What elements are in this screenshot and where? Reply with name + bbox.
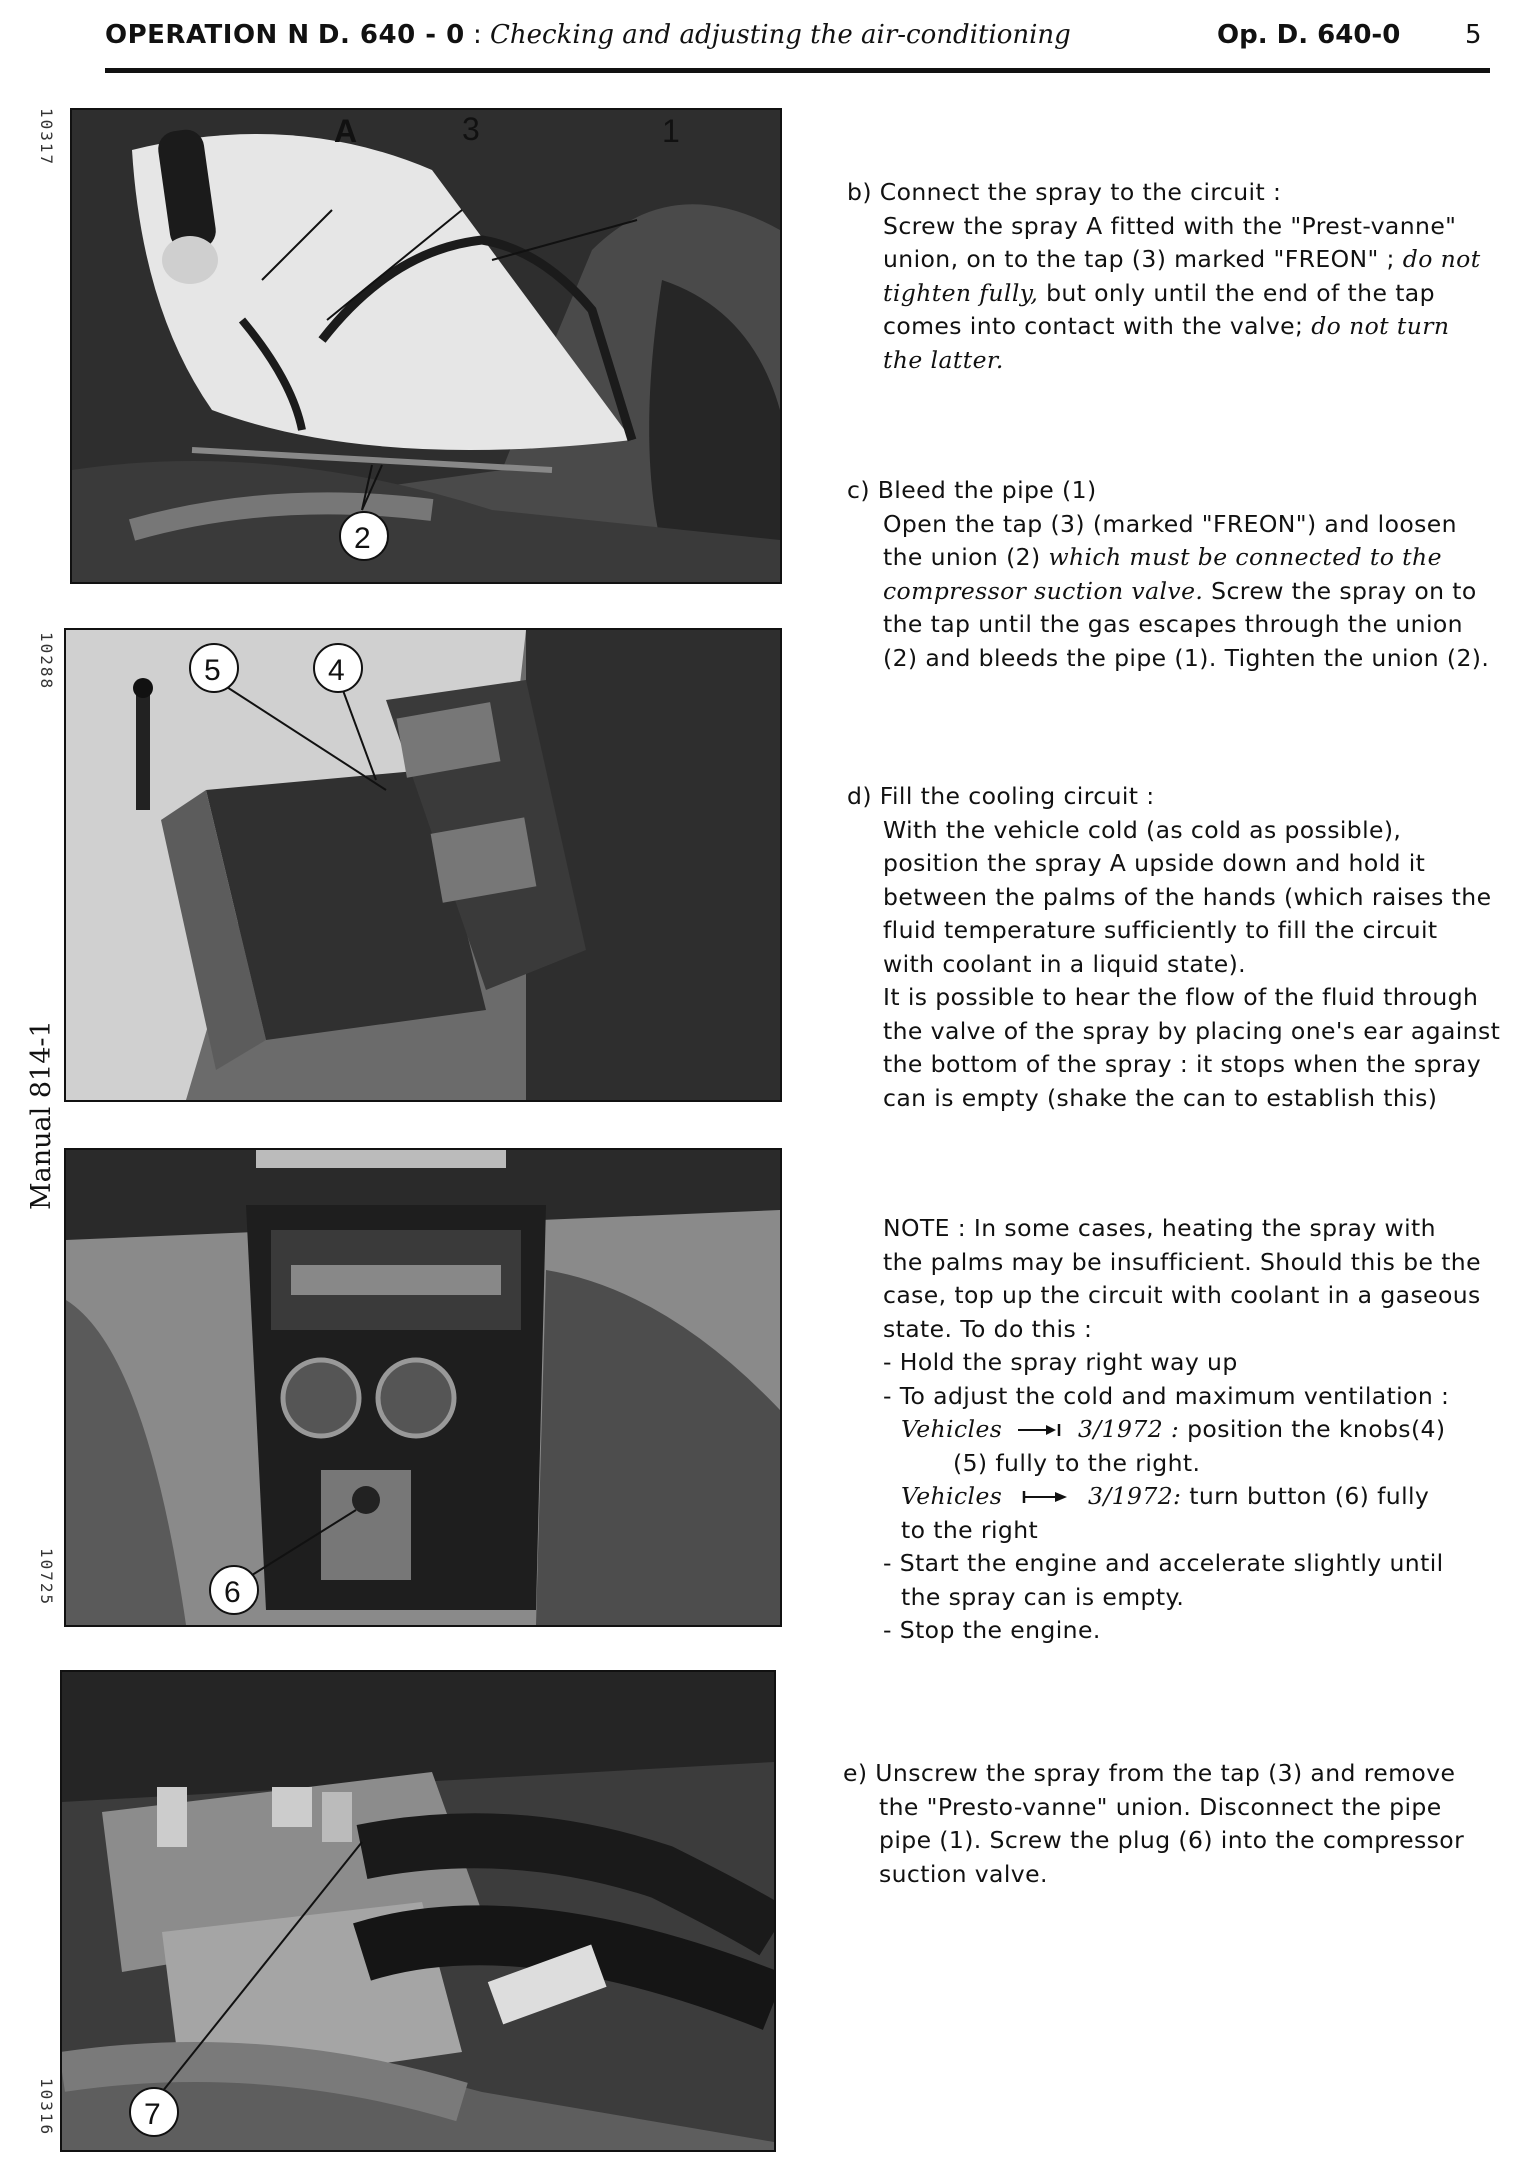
- section-e-line: pipe (1). Screw the plug (6) into the compressor: [879, 1826, 1465, 1854]
- section-e-line: suction valve.: [879, 1859, 1048, 1888]
- label-4: 4: [328, 654, 345, 687]
- note-line: (5) fully to the right.: [953, 1448, 1201, 1477]
- op-label: OPERATION N: [105, 20, 310, 50]
- header-title: [105, 20, 1071, 50]
- label-5: 5: [204, 654, 221, 687]
- section-b-heading: b) Connect the spray to the circuit :: [847, 178, 1282, 206]
- section-c: [847, 474, 1489, 675]
- section-b-line: tighten fully, but only until the end of the tap: [883, 278, 1435, 307]
- note-line: the spray can is empty.: [901, 1582, 1185, 1611]
- section-e-line: e) Unscrew the spray from the tap (3) and remove: [843, 1759, 1456, 1787]
- section-c-line: the union (2) which must be connected to the: [883, 543, 1442, 571]
- label-6: 6: [224, 1576, 241, 1609]
- section-c-line: (2) and bleeds the pipe (1). Tighten the union (2).: [883, 643, 1490, 672]
- note-line: - Hold the spray right way up: [883, 1348, 1238, 1376]
- section-d-line: between the palms of the hands (which raises the: [883, 882, 1492, 911]
- section-d-line: fluid temperature sufficiently to fill the circuit: [883, 916, 1438, 944]
- note-block: [883, 1212, 1481, 1648]
- page-header: [105, 14, 1490, 62]
- section-d-line: the valve of the spray by placing one's ear against: [883, 1016, 1501, 1045]
- section-d-line: With the vehicle cold (as cold as possible),: [883, 815, 1402, 844]
- separator: :: [472, 20, 482, 50]
- note-line: state. To do this :: [883, 1314, 1093, 1343]
- op-code: D. 640 - 0: [317, 20, 465, 50]
- page-number: 5: [1465, 20, 1482, 50]
- label-7: 7: [144, 2098, 161, 2131]
- photo-ref-4: 10316: [37, 2078, 56, 2137]
- note-line: case, top up the circuit with coolant in a gaseous: [883, 1281, 1481, 1309]
- label-1: 1: [662, 113, 680, 149]
- figure-spray-connection: [70, 108, 782, 584]
- note-line: - Stop the engine.: [883, 1616, 1101, 1644]
- photo-ref-2: 10288: [37, 632, 56, 691]
- section-b-line: the latter.: [883, 345, 1004, 374]
- section-c-line: compressor suction valve. Screw the spray on to: [883, 576, 1477, 605]
- section-b: [847, 176, 1481, 377]
- header-rule: [105, 68, 1490, 73]
- manual-label: Manual 814-1: [26, 1020, 57, 1210]
- note-line: to the right: [901, 1515, 1039, 1544]
- section-d-line: can is empty (shake the can to establish this): [883, 1083, 1438, 1112]
- section-d-line: It is possible to hear the flow of the fluid through: [883, 983, 1479, 1011]
- section-c-heading: c) Bleed the pipe (1): [847, 476, 1097, 504]
- note-vehicles-2: Vehicles 3/1972: turn button (6) fully: [883, 1480, 1481, 1514]
- operation-title: Checking and adjusting the air-conditioning: [489, 20, 1071, 50]
- section-c-line: Open the tap (3) (marked "FREON") and loosen: [883, 509, 1457, 538]
- note-line: - To adjust the cold and maximum ventilation :: [883, 1381, 1450, 1410]
- section-d-heading: d) Fill the cooling circuit :: [847, 782, 1155, 810]
- figure-console-knobs: [64, 628, 782, 1102]
- figure-dashboard-button: [64, 1148, 782, 1627]
- photo-ref-3: 10725: [37, 1548, 56, 1607]
- section-c-line: the tap until the gas escapes through the union: [883, 610, 1463, 638]
- note-line: NOTE : In some cases, heating the spray with: [883, 1214, 1436, 1242]
- section-d: [847, 780, 1500, 1115]
- section-d-line: position the spray A upside down and hold it: [883, 849, 1426, 877]
- section-d-line: with coolant in a liquid state).: [883, 949, 1247, 978]
- note-line: - Start the engine and accelerate slightly until: [883, 1549, 1444, 1577]
- label-3: 3: [462, 111, 480, 147]
- note-line: the palms may be insufficient. Should this be the: [883, 1247, 1481, 1276]
- section-b-line: Screw the spray A fitted with the "Prest-vanne": [883, 211, 1457, 240]
- arrow-from-icon: [1010, 1480, 1080, 1514]
- label-A: A: [334, 113, 358, 149]
- section-e-line: the "Presto-vanne" union. Disconnect the pipe: [879, 1792, 1442, 1821]
- section-e: [843, 1757, 1464, 1891]
- note-vehicles-1: Vehicles 3/1972 : position the knobs(4): [883, 1413, 1481, 1447]
- label-2: 2: [354, 522, 371, 555]
- section-d-line: the bottom of the spray : it stops when the spray: [883, 1050, 1482, 1078]
- photo-ref-1: 10317: [37, 108, 56, 167]
- figure-compressor-plug: [60, 1670, 776, 2152]
- op-reference: Op. D. 640-0: [1217, 20, 1401, 50]
- section-b-line: union, on to the tap (3) marked "FREON" ; do not: [883, 245, 1481, 273]
- section-b-line: comes into contact with the valve; do not turn: [883, 312, 1450, 340]
- arrow-until-icon: [1010, 1413, 1070, 1447]
